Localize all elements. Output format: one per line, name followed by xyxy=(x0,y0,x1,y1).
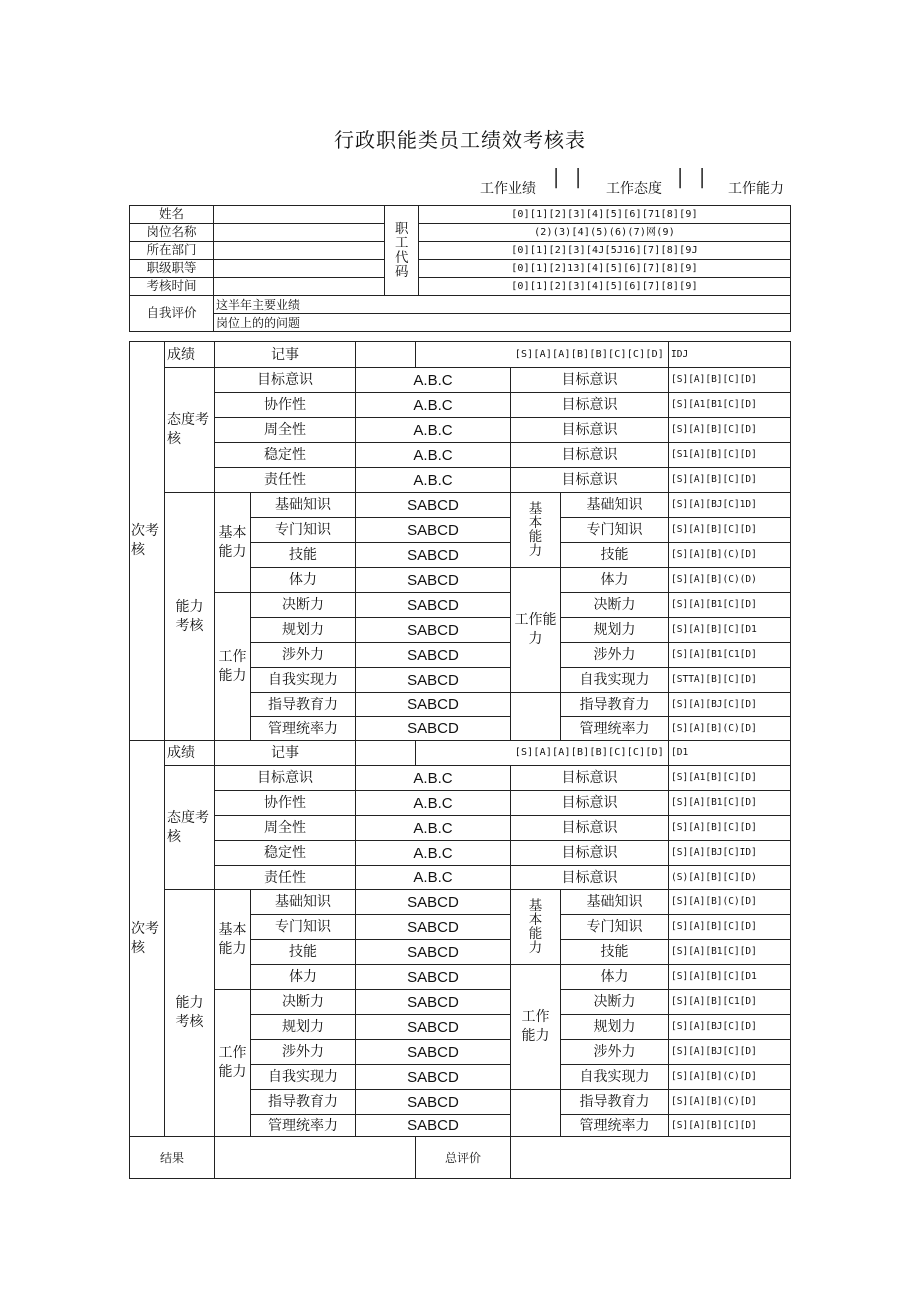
attitude-item: 目标意识 xyxy=(215,766,356,791)
code-digits[interactable]: (2)(3)[4](5)(6)(7)网(9) xyxy=(419,224,791,242)
attitude-item: 责任性 xyxy=(215,468,356,493)
ability-label: 能力考核 xyxy=(165,493,215,741)
basic-ability-label: 基本能力 xyxy=(511,890,561,965)
ability-item: 管理统率力 xyxy=(251,717,356,741)
notes-label: 记事 xyxy=(215,741,356,766)
ability-item: 专门知识 xyxy=(561,518,669,543)
rating-options[interactable]: [S][A1[B][C][D] xyxy=(669,766,791,791)
checkbox-mark: I xyxy=(676,162,685,195)
grade-options[interactable]: SABCD xyxy=(356,1040,511,1065)
ability-item: 自我实现力 xyxy=(561,1065,669,1090)
rating-options[interactable]: [S][A][B][C][D] xyxy=(669,518,791,543)
notes-field[interactable] xyxy=(356,741,416,766)
grade-scale[interactable]: [S][A][A][B][B][C][C][D] xyxy=(416,342,669,368)
rating-options[interactable]: [STTA][B][C][D] xyxy=(669,668,791,693)
ability-item: 基础知识 xyxy=(251,890,356,915)
attitude-item: 周全性 xyxy=(215,418,356,443)
notes-field[interactable] xyxy=(356,342,416,368)
ability-item: 决断力 xyxy=(561,990,669,1015)
info-value-field[interactable] xyxy=(214,206,385,224)
checkbox-mark: I xyxy=(552,162,561,195)
rating-options[interactable]: [S][A][B](C)[D] xyxy=(669,1090,791,1115)
rating-options[interactable]: [S][A][B1[C][D] xyxy=(669,791,791,816)
attitude-item: 目标意识 xyxy=(511,766,669,791)
ability-item: 规划力 xyxy=(561,1015,669,1040)
grade-options[interactable]: SABCD xyxy=(356,618,511,643)
ability-item: 决断力 xyxy=(251,593,356,618)
info-value-field[interactable] xyxy=(214,278,385,296)
ability-item: 管理统率力 xyxy=(561,1115,669,1137)
label-work-attitude: 工作态度 xyxy=(606,181,662,197)
checkbox-mark: I xyxy=(698,162,707,195)
ability-item: 指导教育力 xyxy=(561,693,669,717)
rating-options[interactable]: [S][A][B][C1[D] xyxy=(669,990,791,1015)
rating-options[interactable]: (S)[A][B][C][D) xyxy=(669,866,791,890)
evaluation-section-1 xyxy=(129,341,791,741)
grade-options[interactable]: A.B.C xyxy=(356,816,511,841)
rating-options[interactable]: [S][A1[B1[C][D] xyxy=(669,393,791,418)
attitude-item: 目标意识 xyxy=(511,791,669,816)
notes-label: 记事 xyxy=(215,342,356,368)
result-field[interactable] xyxy=(215,1137,416,1179)
info-value-field[interactable] xyxy=(214,260,385,278)
ability-item: 决断力 xyxy=(561,593,669,618)
rating-options[interactable]: [S1[A][B][C][D] xyxy=(669,443,791,468)
grade-options[interactable]: SABCD xyxy=(356,1065,511,1090)
ability-item: 指导教育力 xyxy=(561,1090,669,1115)
rating-options[interactable]: [S][A][B1[C1[D] xyxy=(669,643,791,668)
code-digits[interactable]: [0][1][2][3][4][5][6][7][8][9] xyxy=(419,278,791,296)
code-digits[interactable]: [0][1][2][3][4][5][6][71[8][9] xyxy=(419,206,791,224)
label-work-performance: 工作业绩 xyxy=(480,181,536,197)
ability-item: 体力 xyxy=(561,965,669,990)
attitude-item: 目标意识 xyxy=(511,418,669,443)
self-eval-line[interactable]: 岗位上的的问题 xyxy=(214,314,791,332)
ability-item: 指导教育力 xyxy=(251,693,356,717)
ability-item: 自我实现力 xyxy=(251,668,356,693)
ability-item: 管理统率力 xyxy=(561,717,669,741)
code-digits[interactable]: [0][1][2]13][4][5][6][7][8][9] xyxy=(419,260,791,278)
round-label: 次考核 xyxy=(130,342,165,741)
rating-options[interactable]: [S][A][B][C][D1 xyxy=(669,618,791,643)
ability-item: 技能 xyxy=(561,543,669,568)
grade-scale-tail[interactable]: IDJ xyxy=(669,342,791,368)
rating-options[interactable]: [S][A][B](C)[D] xyxy=(669,717,791,741)
ability-item: 自我实现力 xyxy=(561,668,669,693)
grade-options[interactable]: A.B.C xyxy=(356,841,511,866)
grade-options[interactable]: SABCD xyxy=(356,693,511,717)
rating-options[interactable]: [S][A][B](C)(D) xyxy=(669,568,791,593)
rating-options[interactable]: [S][A][BJ[C][D] xyxy=(669,693,791,717)
attitude-item: 责任性 xyxy=(215,866,356,890)
grade-scale-tail[interactable]: [D1 xyxy=(669,741,791,766)
rating-options[interactable]: [S][A][B][C][D1 xyxy=(669,965,791,990)
attitude-item: 周全性 xyxy=(215,816,356,841)
basic-ability-label: 基本能力 xyxy=(215,493,251,593)
rating-options[interactable]: [S][A][B][C][D] xyxy=(669,816,791,841)
attitude-item: 目标意识 xyxy=(511,841,669,866)
ability-item: 决断力 xyxy=(251,990,356,1015)
basic-ability-label: 基本能力 xyxy=(215,890,251,990)
ability-item: 指导教育力 xyxy=(251,1090,356,1115)
attitude-item: 目标意识 xyxy=(511,368,669,393)
grade-options[interactable]: SABCD xyxy=(356,543,511,568)
grade-options[interactable]: A.B.C xyxy=(356,766,511,791)
evaluation-section-2 xyxy=(129,740,791,1179)
rating-options[interactable]: [S][A][BJ[C][D] xyxy=(669,1040,791,1065)
ability-item: 专门知识 xyxy=(251,518,356,543)
ability-item: 管理统率力 xyxy=(251,1115,356,1137)
ability-item: 规划力 xyxy=(251,1015,356,1040)
attitude-item: 协作性 xyxy=(215,791,356,816)
attitude-item: 稳定性 xyxy=(215,443,356,468)
ability-item: 基础知识 xyxy=(251,493,356,518)
ability-item: 专门知识 xyxy=(251,915,356,940)
grade-options[interactable]: A.B.C xyxy=(356,368,511,393)
grade-options[interactable]: SABCD xyxy=(356,643,511,668)
employee-info-table xyxy=(129,205,791,332)
ability-item: 涉外力 xyxy=(561,643,669,668)
rating-options[interactable]: [S][A][B][C][D] xyxy=(669,468,791,493)
result-label: 结果 xyxy=(130,1137,215,1179)
attitude-item: 稳定性 xyxy=(215,841,356,866)
self-eval-line[interactable]: 这半年主要业绩 xyxy=(214,296,791,314)
attitude-label: 态度考核 xyxy=(165,368,215,493)
grade-options[interactable]: SABCD xyxy=(356,940,511,965)
attitude-item: 目标意识 xyxy=(511,468,669,493)
attitude-item: 协作性 xyxy=(215,393,356,418)
info-label: 姓名 xyxy=(130,206,214,224)
grade-options[interactable]: SABCD xyxy=(356,518,511,543)
attitude-item: 目标意识 xyxy=(215,368,356,393)
blank-cell xyxy=(511,693,561,741)
grade-options[interactable]: A.B.C xyxy=(356,393,511,418)
score-label: 成绩 xyxy=(165,741,215,766)
ability-item: 规划力 xyxy=(251,618,356,643)
rating-options[interactable]: [S][A][B](C)[D] xyxy=(669,543,791,568)
grade-options[interactable]: A.B.C xyxy=(356,791,511,816)
info-label: 职级职等 xyxy=(130,260,214,278)
ability-label: 能力考核 xyxy=(165,890,215,1137)
grade-options[interactable]: A.B.C xyxy=(356,443,511,468)
form-subheader xyxy=(480,162,800,202)
ability-item: 技能 xyxy=(561,940,669,965)
rating-options[interactable]: [S][A][BJ[C]ID] xyxy=(669,841,791,866)
grade-options[interactable]: SABCD xyxy=(356,493,511,518)
grade-options[interactable]: A.B.C xyxy=(356,468,511,493)
basic-ability-label: 基本能力 xyxy=(511,493,561,568)
grade-options[interactable]: SABCD xyxy=(356,1090,511,1115)
ability-item: 基础知识 xyxy=(561,493,669,518)
rating-options[interactable]: [S][A][B](C)[D] xyxy=(669,890,791,915)
grade-options[interactable]: SABCD xyxy=(356,890,511,915)
ability-item: 规划力 xyxy=(561,618,669,643)
attitude-item: 目标意识 xyxy=(511,866,669,890)
rating-options[interactable]: [S][A][BJ[C][D] xyxy=(669,1015,791,1040)
info-label: 岗位名称 xyxy=(130,224,214,242)
attitude-label: 态度考核 xyxy=(165,766,215,890)
score-label: 成绩 xyxy=(165,342,215,368)
grade-options[interactable]: A.B.C xyxy=(356,418,511,443)
rating-options[interactable]: [S][A][B1[C][D] xyxy=(669,940,791,965)
grade-options[interactable]: SABCD xyxy=(356,568,511,593)
grade-options[interactable]: SABCD xyxy=(356,1015,511,1040)
rating-options[interactable]: [S][A][B][C][D] xyxy=(669,418,791,443)
attitude-item: 目标意识 xyxy=(511,393,669,418)
work-ability-label: 工作能力 xyxy=(511,568,561,693)
attitude-item: 目标意识 xyxy=(511,443,669,468)
overall-eval-label: 总评价 xyxy=(416,1137,511,1179)
ability-item: 涉外力 xyxy=(251,1040,356,1065)
self-eval-label: 自我评价 xyxy=(130,296,214,332)
info-value-field[interactable] xyxy=(214,224,385,242)
grade-options[interactable]: SABCD xyxy=(356,717,511,741)
ability-item: 技能 xyxy=(251,940,356,965)
grade-options[interactable]: SABCD xyxy=(356,1115,511,1137)
grade-options[interactable]: SABCD xyxy=(356,915,511,940)
round-label: 次考核 xyxy=(130,741,165,1137)
grade-options[interactable]: SABCD xyxy=(356,965,511,990)
ability-item: 涉外力 xyxy=(561,1040,669,1065)
grade-options[interactable]: SABCD xyxy=(356,668,511,693)
grade-options[interactable]: SABCD xyxy=(356,593,511,618)
rating-options[interactable]: [S][A][BJ[C]1D] xyxy=(669,493,791,518)
info-label: 考核时间 xyxy=(130,278,214,296)
overall-eval-field[interactable] xyxy=(511,1137,791,1179)
ability-item: 体力 xyxy=(251,965,356,990)
attitude-item: 目标意识 xyxy=(511,816,669,841)
info-value-field[interactable] xyxy=(214,242,385,260)
ability-item: 基础知识 xyxy=(561,890,669,915)
rating-options[interactable]: [S][A][B1[C][D] xyxy=(669,593,791,618)
info-label: 所在部门 xyxy=(130,242,214,260)
ability-item: 体力 xyxy=(251,568,356,593)
rating-options[interactable]: [S][A][B][C][D] xyxy=(669,1115,791,1137)
ability-item: 体力 xyxy=(561,568,669,593)
page-title: 行政职能类员工绩效考核表 xyxy=(334,128,586,152)
grade-scale[interactable]: [S][A][A][B][B][C][C][D] xyxy=(416,741,669,766)
grade-options[interactable]: SABCD xyxy=(356,990,511,1015)
rating-options[interactable]: [S][A][B][C][D] xyxy=(669,368,791,393)
work-ability-label: 工作能力 xyxy=(511,965,561,1090)
blank-cell xyxy=(511,1090,561,1137)
ability-item: 技能 xyxy=(251,543,356,568)
ability-item: 自我实现力 xyxy=(251,1065,356,1090)
checkbox-mark: I xyxy=(574,162,583,195)
label-work-ability: 工作能力 xyxy=(728,181,784,197)
rating-options[interactable]: [S][A][B](C)[D] xyxy=(669,1065,791,1090)
work-ability-label: 工作能力 xyxy=(215,593,251,741)
code-digits[interactable]: [0][1][2][3][4J[5J16][7][8][9J xyxy=(419,242,791,260)
ability-item: 涉外力 xyxy=(251,643,356,668)
ability-item: 专门知识 xyxy=(561,915,669,940)
rating-options[interactable]: [S][A][B][C][D] xyxy=(669,915,791,940)
work-ability-label: 工作能力 xyxy=(215,990,251,1137)
grade-options[interactable]: A.B.C xyxy=(356,866,511,890)
job-code-label: 职工代码 xyxy=(385,206,419,296)
